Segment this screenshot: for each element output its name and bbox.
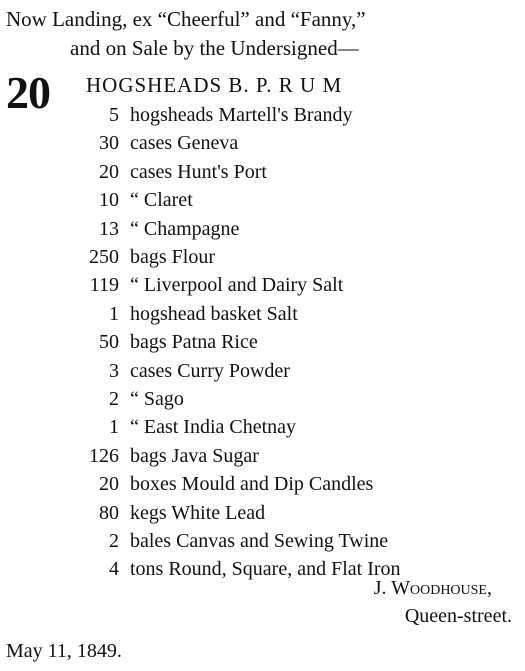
- item-quantity: 10: [99, 189, 119, 211]
- item-description: cases Curry Powder: [130, 360, 290, 382]
- item-description: bags Flour: [130, 246, 215, 268]
- item-quantity: 80: [99, 502, 119, 524]
- item-description: boxes Mould and Dip Candles: [130, 473, 374, 495]
- item-quantity: 119: [89, 274, 119, 296]
- item-quantity: 250: [89, 246, 119, 268]
- merchant-address: Queen-street.: [404, 605, 512, 627]
- item-description: bags Java Sugar: [130, 445, 259, 467]
- item-quantity: 20: [99, 161, 119, 183]
- item-description: bags Patna Rice: [130, 331, 258, 353]
- item-quantity: 30: [99, 132, 119, 154]
- item-quantity: 5: [109, 104, 119, 126]
- lead-item: HOGSHEADS B. P. R U M: [86, 73, 343, 97]
- item-description: “ East India Chetnay: [130, 416, 297, 438]
- header-line-2: and on Sale by the Undersigned—: [70, 36, 359, 60]
- item-description: tons Round, Square, and Flat Iron: [130, 558, 401, 580]
- item-quantity: 4: [109, 558, 119, 580]
- item-quantity: 126: [89, 445, 119, 467]
- item-description: cases Geneva: [130, 132, 239, 154]
- item-description: cases Hunt's Port: [130, 161, 267, 183]
- item-description: kegs White Lead: [130, 502, 266, 524]
- lead-quantity: 20: [6, 67, 50, 118]
- item-description: “ Liverpool and Dairy Salt: [130, 274, 344, 296]
- item-quantity: 50: [99, 331, 119, 353]
- ad-date: May 11, 1849.: [6, 640, 122, 662]
- item-quantity: 2: [109, 388, 119, 410]
- item-quantity: 20: [99, 473, 119, 495]
- item-quantity: 13: [99, 218, 119, 240]
- item-description: “ Claret: [130, 189, 193, 211]
- merchant-name: J. Woodhouse,: [373, 577, 492, 599]
- item-description: hogsheads Martell's Brandy: [130, 104, 353, 126]
- item-description: “ Sago: [130, 388, 184, 410]
- item-quantity: 1: [109, 303, 119, 325]
- item-description: hogshead basket Salt: [130, 303, 298, 325]
- header-line-1: Now Landing, ex “Cheerful” and “Fanny,”: [6, 7, 366, 31]
- item-quantity: 3: [109, 360, 119, 382]
- item-quantity: 1: [109, 416, 119, 438]
- item-description: “ Champagne: [130, 218, 240, 240]
- item-description: bales Canvas and Sewing Twine: [130, 530, 389, 552]
- item-quantity: 2: [109, 530, 119, 552]
